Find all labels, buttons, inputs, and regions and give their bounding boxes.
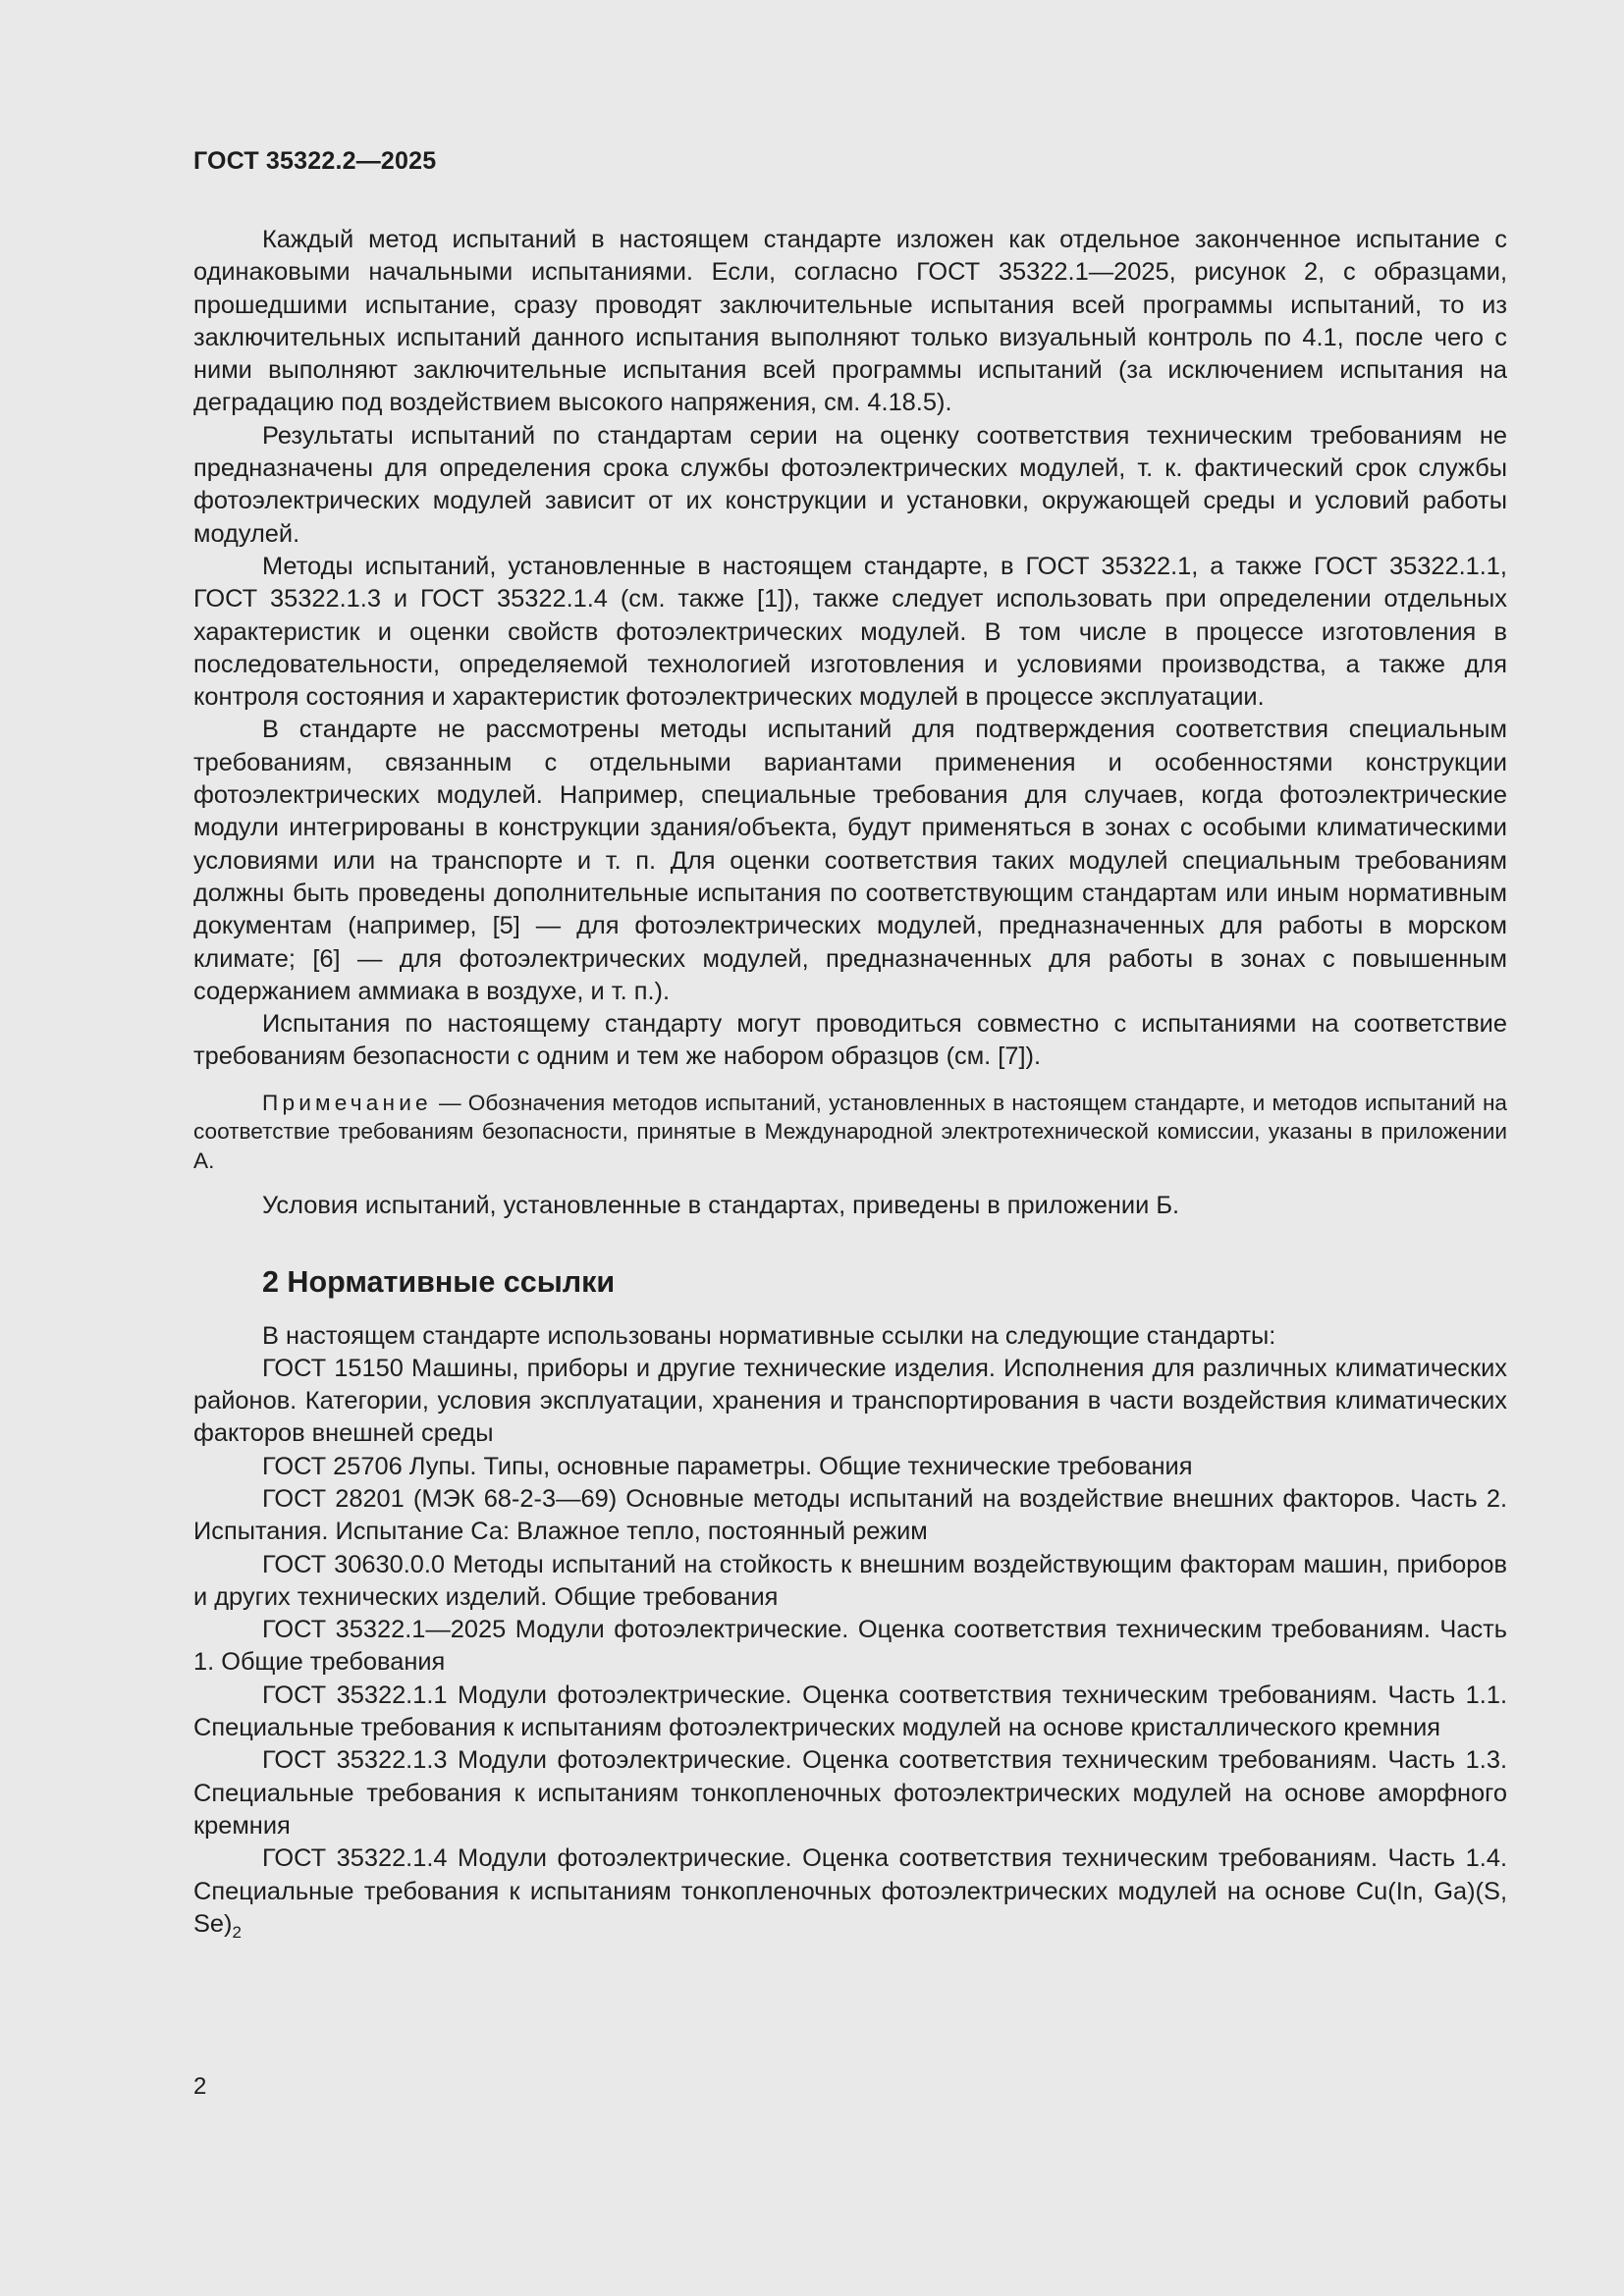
note-text: — Обозначения методов испытаний, установленных в настоящем стандарте, и методов испытаний на соответствие требованиям безопасности, принятые в Международной электротехнической комиссии, указаны в приложении А. bbox=[193, 1090, 1507, 1173]
paragraph: Каждый метод испытаний в настоящем стандарте изложен как отдельное законченное испытание с одинаковыми начальными испытаниями. Если, согласно ГОСТ 35322.1—2025, рисунок 2, с образцами, прошедшими испытание, сразу проводят заключительные испытания всей программы испытаний, то из заключительных испытаний данного испытания выполняют только визуальный контроль по 4.1, после чего с ними выполняют заключительные испытания всей программы испытаний (за исключением испытания на деградацию под воздействием высокого напряжения, см. 4.18.5). bbox=[193, 226, 1507, 417]
reference-item: ГОСТ 15150 Машины, приборы и другие технические изделия. Исполнения для различных климатических районов. Категории, условия эксплуатации, хранения и транспортирования в части воздействия климатических факторов внешней среды bbox=[193, 1354, 1507, 1448]
page-content bbox=[193, 224, 1507, 1941]
paragraph: Методы испытаний, установленные в настоящем стандарте, в ГОСТ 35322.1, а также ГОСТ 35322.1.1, ГОСТ 35322.1.3 и ГОСТ 35322.1.4 (см. также [1]), также следует использовать при определении отдельных характеристик и оценки свойств фотоэлектрических модулей. В том числе в процессе изготовления в последовательности, определяемой технологией изготовления и условиями производства, а также для контроля состояния и характеристик фотоэлектрических модулей в процессе эксплуатации. bbox=[193, 552, 1507, 712]
section-title: 2 Нормативные ссылки bbox=[262, 1264, 616, 1299]
reference-item: ГОСТ 30630.0.0 Методы испытаний на стойкость к внешним воздействующим факторам машин, приборов и других технических изделий. Общие требования bbox=[193, 1550, 1507, 1611]
references-lead: В настоящем стандарте использованы нормативные ссылки на следующие стандарты: bbox=[262, 1321, 1276, 1350]
page-number: 2 bbox=[193, 2073, 207, 2100]
document-header: ГОСТ 35322.2—2025 bbox=[193, 147, 437, 175]
reference-item: ГОСТ 35322.1—2025 Модули фотоэлектрические. Оценка соответствия техническим требованиям. Часть 1. Общие требования bbox=[193, 1616, 1507, 1677]
paragraph: Результаты испытаний по стандартам серии на оценку соответствия техническим требованиям не предназначены для определения срока службы фотоэлектрических модулей, т. к. фактический срок службы фотоэлектрических модулей зависит от их конструкции и установки, окружающей среды и условий работы модулей. bbox=[193, 421, 1507, 548]
paragraph: В стандарте не рассмотрены методы испытаний для подтверждения соответствия специальным требованиям, связанным с отдельными вариантами применения и особенностями конструкции фотоэлектрических модулей. Например, специальные требования для случаев, когда фотоэлектрические модули интегрированы в конструкции здания/объекта, будут применяться в зонах с особыми климатическими условиями или на транспорте и т. п. Для оценки соответствия таких модулей специальным требованиям должны быть проведены дополнительные испытания по соответствующим стандартам или иным нормативным документам (например, [5] — для фотоэлектрических модулей, предназначенных для работы в морском климате; [6] — для фотоэлектрических модулей, предназначенных для работы в зонах с повышенным содержанием аммиака в воздухе, и т. п.). bbox=[193, 716, 1507, 1005]
paragraph: Условия испытаний, установленные в стандартах, приведены в приложении Б. bbox=[262, 1192, 1180, 1220]
note-label: Примечание bbox=[262, 1090, 432, 1115]
paragraph: Испытания по настоящему стандарту могут проводиться совместно с испытаниями на соответствие требованиям безопасности с одним и тем же набором образцов (см. [7]). bbox=[193, 1010, 1507, 1071]
reference-item: ГОСТ 35322.1.1 Модули фотоэлектрические. Оценка соответствия техническим требованиям. Часть 1.1. Специальные требования к испытаниям фотоэлектрических модулей на основе кристаллического кремния bbox=[193, 1681, 1507, 1742]
reference-item: ГОСТ 28201 (МЭК 68-2-3—69) Основные методы испытаний на воздействие внешних факторов. Часть 2. Испытания. Испытание Са: Влажное тепло, постоянный режим bbox=[193, 1485, 1507, 1546]
reference-text: ГОСТ 35322.1.4 Модули фотоэлектрические. Оценка соответствия техническим требованиям. Часть 1.4. Специальные требования к испытаниям тонкопленочных фотоэлектрических модулей на основе Cu(In, Ga)(S, Se) bbox=[193, 1844, 1507, 1938]
reference-item: ГОСТ 25706 Лупы. Типы, основные параметры. Общие технические требования bbox=[262, 1452, 1193, 1480]
note bbox=[193, 1089, 1507, 1176]
reference-item bbox=[193, 1842, 1507, 1941]
reference-item: ГОСТ 35322.1.3 Модули фотоэлектрические. Оценка соответствия техническим требованиям. Часть 1.3. Специальные требования к испытаниям тонкопленочных фотоэлектрических модулей на основе аморфного кремния bbox=[193, 1746, 1507, 1840]
subscript: 2 bbox=[232, 1922, 242, 1942]
